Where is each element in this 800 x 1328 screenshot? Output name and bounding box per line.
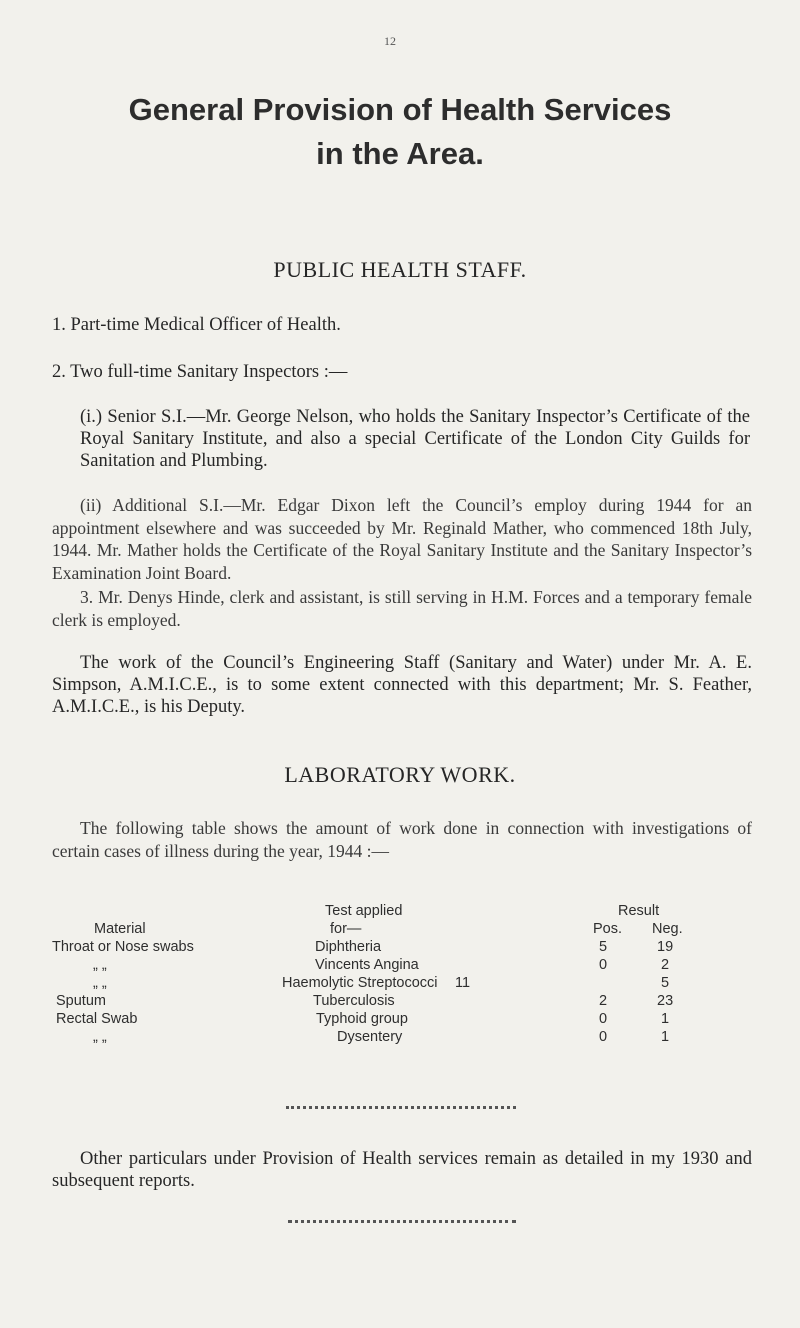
row-4-test: Tuberculosis bbox=[313, 993, 395, 1009]
staff-item-2: 2. Two full-time Sanitary Inspectors :— bbox=[52, 362, 348, 382]
page-number: 12 bbox=[384, 34, 396, 48]
page-title: General Provision of Health Services bbox=[128, 92, 672, 127]
row-6-neg: 1 bbox=[661, 1029, 670, 1045]
dotted-divider-2 bbox=[288, 1220, 516, 1223]
row-4-material: Sputum bbox=[56, 993, 106, 1009]
row-2-pos: 0 bbox=[599, 957, 608, 973]
header-for: for— bbox=[330, 921, 362, 937]
row-2-material: „ „ bbox=[93, 957, 107, 973]
row-6-material: „ „ bbox=[93, 1029, 107, 1045]
row-3-test: Haemolytic Streptococci bbox=[282, 975, 438, 991]
staff-sub-1: (i.) Senior S.I.—Mr. George Nelson, who holds the Sanitary Inspector’s Certificate of the Royal Sanitary Institute, and also a special Certificate of the London City Guilds for Sanitation and Plumbing. bbox=[80, 407, 750, 471]
row-2-test: Vincents Angina bbox=[315, 957, 419, 973]
row-6-pos: 0 bbox=[599, 1029, 608, 1045]
lab-intro: The following table shows the amount of work done in connection with investigations of certain cases of illness during the year, 1944 :— bbox=[52, 818, 752, 861]
row-4-pos: 2 bbox=[599, 993, 608, 1009]
staff-item-3: 3. Mr. Denys Hinde, clerk and assistant, is still serving in H.M. Forces and a temporary female clerk is employed. bbox=[52, 587, 752, 630]
row-4-neg: 23 bbox=[657, 993, 674, 1009]
header-pos: Pos. bbox=[593, 921, 623, 937]
row-3-material: „ „ bbox=[93, 975, 107, 991]
row-5-pos: 0 bbox=[599, 1011, 608, 1027]
row-6-test: Dysentery bbox=[337, 1029, 403, 1045]
staff-item-1: 1. Part-time Medical Officer of Health. bbox=[52, 315, 341, 335]
row-2-neg: 2 bbox=[661, 957, 670, 973]
staff-sub-2: (ii) Additional S.I.—Mr. Edgar Dixon left the Council’s employ during 1944 for an appointment elsewhere and was succeeded by Mr. Reginald Mather, who commenced 18th July, 1944. Mr. Mather holds the Certificate of the Royal Sanitary Institute and the Sanitary Inspector’s Examination Joint Board. bbox=[52, 495, 752, 583]
lab-heading: LABORATORY WORK. bbox=[284, 762, 516, 787]
row-1-material: Throat or Nose swabs bbox=[52, 939, 194, 955]
row-1-neg: 19 bbox=[657, 939, 674, 955]
row-5-material: Rectal Swab bbox=[56, 1011, 138, 1027]
row-5-test: Typhoid group bbox=[316, 1011, 408, 1027]
row-3-neg: 5 bbox=[661, 975, 670, 991]
staff-heading: PUBLIC HEALTH STAFF. bbox=[273, 257, 527, 282]
header-neg: Neg. bbox=[652, 921, 683, 937]
row-5-neg: 1 bbox=[661, 1011, 670, 1027]
row-1-pos: 5 bbox=[599, 939, 608, 955]
row-3-pos: 11 bbox=[455, 975, 471, 991]
row-1-test: Diphtheria bbox=[315, 939, 382, 955]
engineering-paragraph: The work of the Council’s Engineering Staff (Sanitary and Water) under Mr. A. E. Simpson, A.M.I.C.E., is to some extent connected with this department; Mr. S. Feather, A.M.I.C.E., is his Deputy. bbox=[52, 653, 752, 717]
header-result: Result bbox=[618, 903, 660, 919]
closing-paragraph: Other particulars under Provision of Health services remain as detailed in my 1930 and subsequent reports. bbox=[52, 1149, 752, 1191]
header-material: Material bbox=[94, 921, 146, 937]
header-test-applied: Test applied bbox=[325, 903, 403, 919]
dotted-divider-1 bbox=[286, 1106, 516, 1109]
page-subtitle: in the Area. bbox=[316, 136, 484, 171]
